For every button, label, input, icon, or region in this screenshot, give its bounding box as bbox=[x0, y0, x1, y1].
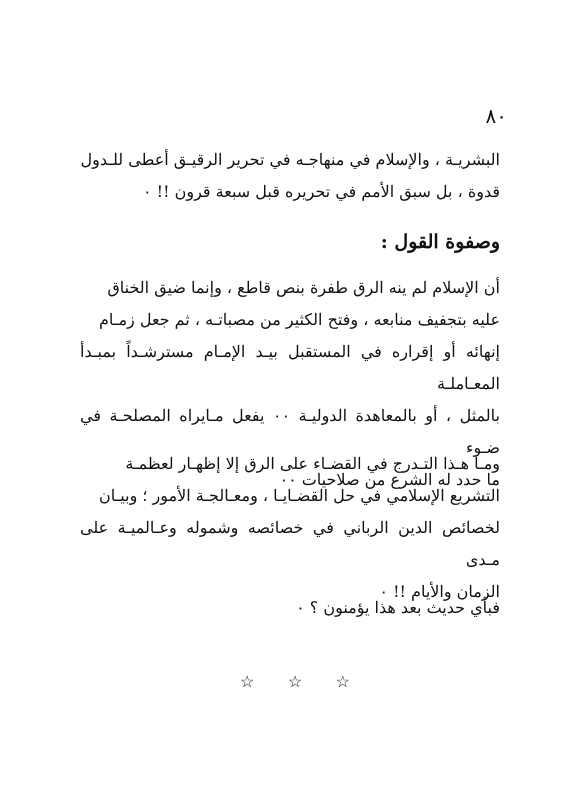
text-line: إنهائه أو إقراره في المستقبل بيـد الإمـام مسترشـداً بمبـدأ المعـاملـة bbox=[80, 342, 500, 393]
paragraph-3 bbox=[80, 448, 500, 608]
text-line: عليه بتجفيف منابعه ، وفتح الكثير من مصباتـه ، ثم جعل زمـام bbox=[98, 310, 500, 329]
closing-question: فبأي حديث بعد هذا يؤمنون ؟ ٠ bbox=[296, 598, 500, 617]
section-heading: وصفوة القول : bbox=[380, 231, 500, 253]
text-line: ما حدد له الشرع من صلاحيات ٠٠ bbox=[279, 470, 500, 489]
text-line: التشريع الإسلامي في حل القضـايـا ، ومعـالجـة الأمور ؛ وبيـان bbox=[98, 486, 500, 505]
star-icon: ☆ bbox=[240, 672, 255, 691]
text-line: لخصائص الدين الرباني في خصائصه وشموله وعـالميـة على مـدى bbox=[80, 518, 500, 569]
text-line: البشريـة ، والإسلام في منهاجـه في تحرير الرقيـق أعطى للـدول bbox=[80, 150, 500, 169]
paragraph-1 bbox=[80, 144, 500, 208]
text-line: أن الإسلام لم ينه الرق طفرة بنص قاطع ، وإنما ضيق الخناق bbox=[107, 278, 500, 297]
star-icon: ☆ bbox=[335, 672, 350, 691]
page-number: ٨٠ bbox=[485, 104, 507, 128]
star-icon: ☆ bbox=[287, 672, 303, 691]
text-line: ومـا هـذا التـدرج في القضـاء على الرق إلا إظهـار لعظمـة bbox=[125, 454, 500, 473]
star-separator bbox=[240, 672, 350, 692]
text-line: بالمثل ، أو بالمعاهدة الدوليـة ٠٠ يفعل مـايراه المصلحـة في ضـوء bbox=[80, 406, 500, 457]
text-line: قدوة ، بل سبق الأمم في تحريره قبل سبعة قرون !! ٠ bbox=[143, 182, 500, 201]
text-line: الزمان والأيام !! ٠ bbox=[379, 582, 500, 601]
